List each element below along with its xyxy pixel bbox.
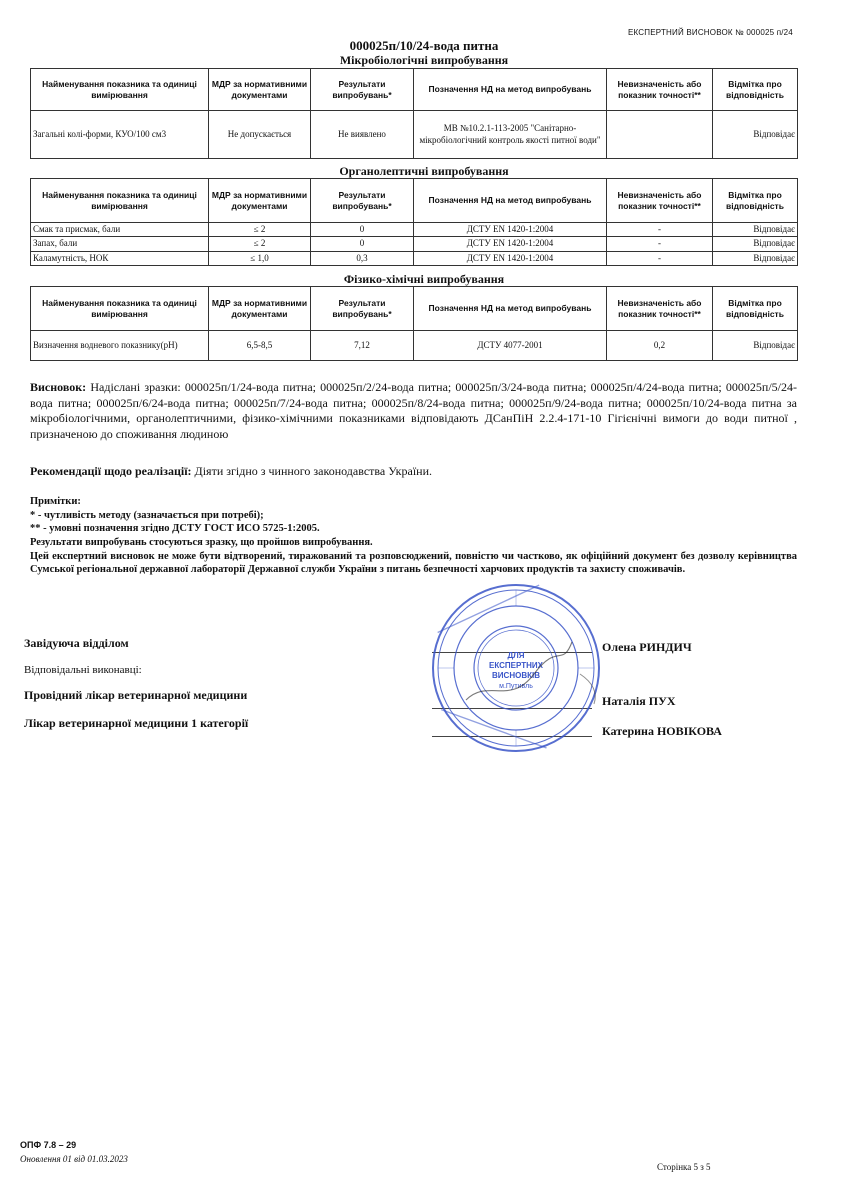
cell-method: ДСТУ EN 1420-1:2004 (414, 251, 607, 265)
col-header-conformity: Відмітка про відповідність (713, 69, 798, 111)
cell-name: Каламутність, НОК (31, 251, 209, 265)
cell-conformity: Відповідає (713, 331, 798, 361)
cell-result: Не виявлено (311, 111, 414, 159)
col-header-name: Найменування показника та одиниці вимірювання (31, 179, 209, 223)
col-header-method: Позначення НД на метод випробувань (414, 179, 607, 223)
recommendation-text: Діяти згідно з чинного законодавства України. (194, 464, 432, 478)
document-title: 000025п/10/24-вода питна (349, 38, 499, 53)
table-physicochemical (30, 286, 798, 361)
table-row (31, 111, 798, 159)
cell-method: ДСТУ EN 1420-1:2004 (414, 223, 607, 237)
vet2-title: Лікар ветеринарної медицини 1 категорії (24, 716, 249, 730)
section-title-organoleptic: Органолептичні випробування (339, 164, 509, 178)
cell-method: МВ №10.2.1-113-2005 "Санітарно-мікробіологічний контроль якості питної води" (414, 111, 607, 159)
table-organoleptic (30, 178, 798, 266)
vet1-name: Наталія ПУХ (602, 694, 676, 708)
update-note: Оновлення 01 від 01.03.2023 (20, 1154, 128, 1164)
col-header-mdr: МДР за нормативними документами (209, 69, 311, 111)
cell-uncertainty: - (607, 251, 713, 265)
cell-uncertainty: - (607, 223, 713, 237)
col-header-result: Результати випробувань* (311, 287, 414, 331)
notes-title: Примітки: (30, 496, 81, 507)
table-row (31, 331, 798, 361)
col-header-name: Найменування показника та одиниці вимірювання (31, 69, 209, 111)
vet2-name: Катерина НОВІКОВА (602, 724, 722, 738)
col-header-uncertainty: Невизначеність або показник точності** (607, 69, 713, 111)
col-header-method: Позначення НД на метод випробувань (414, 287, 607, 331)
col-header-conformity: Відмітка про відповідність (713, 287, 798, 331)
table-row (31, 251, 798, 265)
cell-method: ДСТУ EN 1420-1:2004 (414, 237, 607, 251)
cell-conformity: Відповідає (713, 237, 798, 251)
recommendation (30, 464, 797, 479)
expert-conclusion-number: ЕКСПЕРТНИЙ ВИСНОВОК № 000025 п/24 (628, 28, 793, 37)
cell-uncertainty: - (607, 237, 713, 251)
head-title: Завідуюча відділом (24, 636, 129, 650)
cell-conformity: Відповідає (713, 251, 798, 265)
cell-result: 0,3 (311, 251, 414, 265)
conclusion-label: Висновок: (30, 380, 87, 394)
table-microbiological (30, 68, 798, 159)
head-name: Олена РИНДИЧ (602, 640, 692, 654)
col-header-result: Результати випробувань* (311, 179, 414, 223)
cell-method: ДСТУ 4077-2001 (414, 331, 607, 361)
table-row (31, 223, 798, 237)
col-header-name: Найменування показника та одиниці вимірювання (31, 287, 209, 331)
page-number: Сторінка 5 з 5 (657, 1162, 711, 1172)
vet1-title: Провідний лікар ветеринарної медицини (24, 688, 248, 702)
signature-block (0, 600, 848, 760)
executors-label: Відповідальні виконавці: (24, 664, 142, 676)
stamp-center-line: ВИСНОВКІВ (492, 671, 540, 680)
cell-conformity: Відповідає (713, 111, 798, 159)
col-header-mdr: МДР за нормативними документами (209, 287, 311, 331)
cell-mdr: ≤ 1,0 (209, 251, 311, 265)
section-title-physicochemical: Фізико-хімічні випробування (343, 272, 505, 286)
table-row (31, 237, 798, 251)
cell-name: Визначення водневого показнику(pH) (31, 331, 209, 361)
form-code: ОПФ 7.8 – 29 (20, 1140, 77, 1150)
recommendation-label: Рекомендації щодо реалізації: (30, 464, 192, 478)
col-header-uncertainty: Невизначеність або показник точності** (607, 287, 713, 331)
cell-uncertainty (607, 111, 713, 159)
cell-result: 0 (311, 237, 414, 251)
notes-line: ** - умовні позначення згідно ДСТУ ГОСТ ИСО 5725-1:2005. (30, 523, 320, 535)
cell-name: Смак та присмак, бали (31, 223, 209, 237)
cell-mdr: 6,5-8,5 (209, 331, 311, 361)
notes (30, 495, 797, 577)
col-header-uncertainty: Невизначеність або показник точності** (607, 179, 713, 223)
cell-uncertainty: 0,2 (607, 331, 713, 361)
conclusion (30, 380, 797, 442)
section-title-microbiological: Мікробіологічні випробування (339, 53, 509, 67)
stamp-center-line: м.Путивль (499, 683, 533, 690)
col-header-conformity: Відмітка про відповідність (713, 179, 798, 223)
official-stamp (430, 582, 602, 754)
col-header-mdr: МДР за нормативними документами (209, 179, 311, 223)
cell-conformity: Відповідає (713, 223, 798, 237)
cell-result: 7,12 (311, 331, 414, 361)
stamp-center-line: ЕКСПЕРТНИХ (489, 661, 543, 670)
cell-mdr: Не допускається (209, 111, 311, 159)
col-header-result: Результати випробувань* (311, 69, 414, 111)
cell-name: Запах, бали (31, 237, 209, 251)
notes-line: Цей експертний висновок не може бути відтворений, тиражований та розповсюджений, повністю чи частково, як офіційний документ без дозволу керівництва Сумської регіональної державної лабораторії Державної служби України з питань безпечності харчових продуктів та захисту споживачів. (30, 550, 797, 576)
notes-line: Результати випробувань стосуються зразку, що пройшов випробування. (30, 536, 373, 548)
notes-line: * - чутливість методу (зазначається при потребі); (30, 509, 264, 521)
cell-mdr: ≤ 2 (209, 237, 311, 251)
col-header-method: Позначення НД на метод випробувань (414, 69, 607, 111)
cell-name: Загальні колі-форми, КУО/100 см3 (31, 111, 209, 159)
conclusion-text: Надіслані зразки: 000025п/1/24-вода питна; 000025п/2/24-вода питна; 000025п/3/24-вода питна; 000025п/4/24-вода питна; 000025п/5/24-вода питна; 000025п/6/24-вода питна; 000025п/7/24-вода питна; 000025п/8/24-вода питна; 000025п/9/24-вода питна; 000025п/10/24-вода питна за мікробіологічними, органолептичними, фізико-хімічними показниками відповідають ДСанПіН 2.2.4-171-10 Гігієнічні вимоги до води питної , призначеною до споживання людиною (30, 380, 798, 441)
cell-result: 0 (311, 223, 414, 237)
cell-mdr: ≤ 2 (209, 223, 311, 237)
stamp-center-line: ДЛЯ (507, 651, 525, 660)
